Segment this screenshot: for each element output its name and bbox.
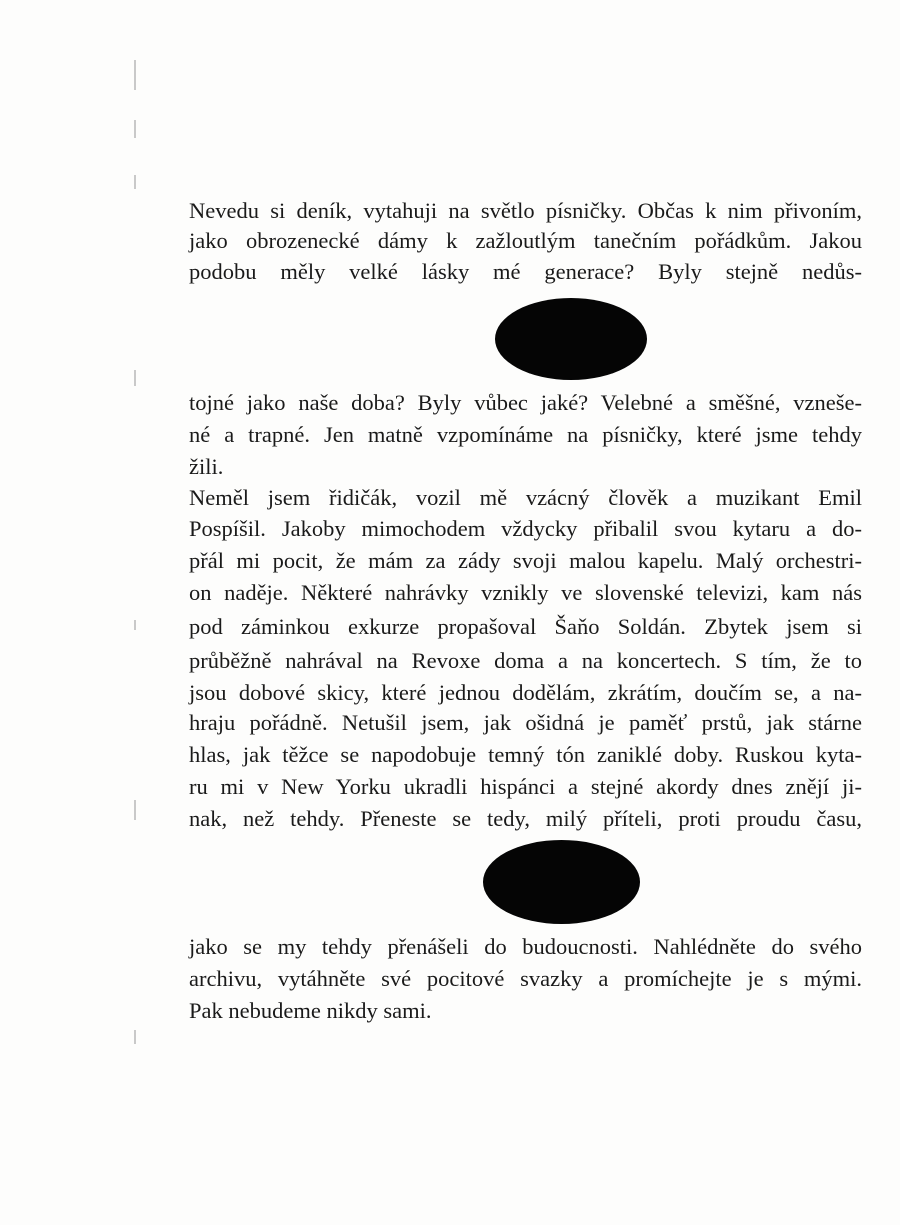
margin-mark (134, 800, 136, 820)
redaction-blot (495, 298, 647, 380)
text-line: ru mi v New Yorku ukradli hispánci a stejné akordy dnes znějí ji- (189, 774, 862, 799)
margin-mark (134, 370, 136, 386)
text-line: jsou dobové skicy, které jednou dodělám, zkrátím, doučím se, a na- (189, 680, 862, 705)
text-line: jako obrozenecké dámy k zažloutlým tanečním pořádkům. Jakou (189, 228, 862, 253)
margin-mark (134, 1030, 136, 1044)
text-line: podobu měly velké lásky mé generace? Byly stejně nedůs- (189, 259, 862, 284)
text-line: Pospíšil. Jakoby mimochodem vždycky přibalil svou kytaru a do- (189, 516, 862, 541)
text-line: on naděje. Některé nahrávky vznikly ve slovenské televizi, kam nás (189, 580, 862, 605)
text-line: přál mi pocit, že mám za zády svoji malou kapelu. Malý orchestri- (189, 548, 862, 573)
text-line: Pak nebudeme nikdy sami. (189, 998, 432, 1023)
margin-mark (134, 620, 136, 630)
text-line: pod záminkou exkurze propašoval Šaňo Soldán. Zbytek jsem si (189, 614, 862, 639)
text-line: hraju pořádně. Netušil jsem, jak ošidná je paměť prstů, jak stárne (189, 710, 862, 735)
text-line: jako se my tehdy přenášeli do budoucnosti. Nahlédněte do svého (189, 934, 862, 959)
margin-mark (134, 120, 136, 138)
margin-mark (134, 60, 136, 90)
text-line: nak, než tehdy. Přeneste se tedy, milý příteli, proti proudu času, (189, 806, 862, 831)
text-line: hlas, jak těžce se napodobuje temný tón zaniklé doby. Ruskou kyta- (189, 742, 862, 767)
text-line: tojné jako naše doba? Byly vůbec jaké? Velebné a směšné, vznešе- (189, 390, 862, 415)
text-line: né a trapné. Jen matně vzpomínáme na písničky, které jsme tehdy (189, 422, 862, 447)
text-line: archivu, vytáhněte své pocitové svazky a promíchejte je s mými. (189, 966, 862, 991)
margin-mark (134, 175, 136, 189)
text-line: žili. (189, 454, 224, 479)
text-line: Neměl jsem řidičák, vozil mě vzácný člověk a muzikant Emil (189, 485, 862, 510)
text-line: průběžně nahrával na Revoxe doma a na koncertech. S tím, že to (189, 648, 862, 673)
redaction-blot (483, 840, 640, 924)
text-line: Nevedu si deník, vytahuji na světlo písničky. Občas k nim přivoním, (189, 198, 862, 223)
